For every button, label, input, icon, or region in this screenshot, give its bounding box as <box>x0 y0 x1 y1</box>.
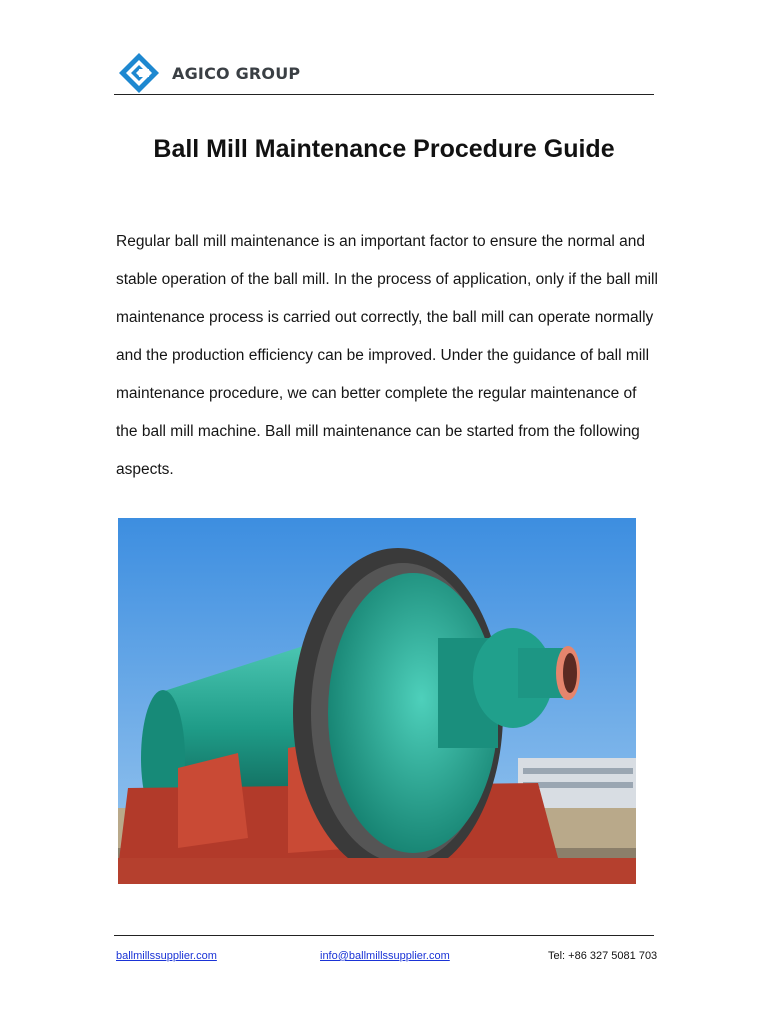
page-header <box>114 50 654 95</box>
email-link[interactable]: info@ballmillssupplier.com <box>320 950 450 962</box>
agico-logo-icon <box>118 52 160 94</box>
footer-phone: Tel: +86 327 5081 703 <box>548 950 658 962</box>
ball-mill-photo <box>118 518 636 884</box>
footer-divider <box>114 935 654 937</box>
footer-website[interactable] <box>116 950 217 962</box>
document-title: Ball Mill Maintenance Procedure Guide <box>153 135 615 163</box>
intro-paragraph: Regular ball mill maintenance is an important factor to ensure the normal and stable operation of the ball mill. In the process of application, only if the ball mill maintenance process is carried out correctly, the ball mill can operate normally and the production efficiency can be improved. Under the guidance of ball mill maintenance procedure, we can better complete the regular maintenance of the ball mill machine. Ball mill maintenance can be started from the following aspects. <box>116 232 658 478</box>
company-name: AGICO GROUP <box>172 64 301 83</box>
footer-email[interactable] <box>320 950 450 962</box>
website-link[interactable]: ballmillssupplier.com <box>116 950 217 962</box>
